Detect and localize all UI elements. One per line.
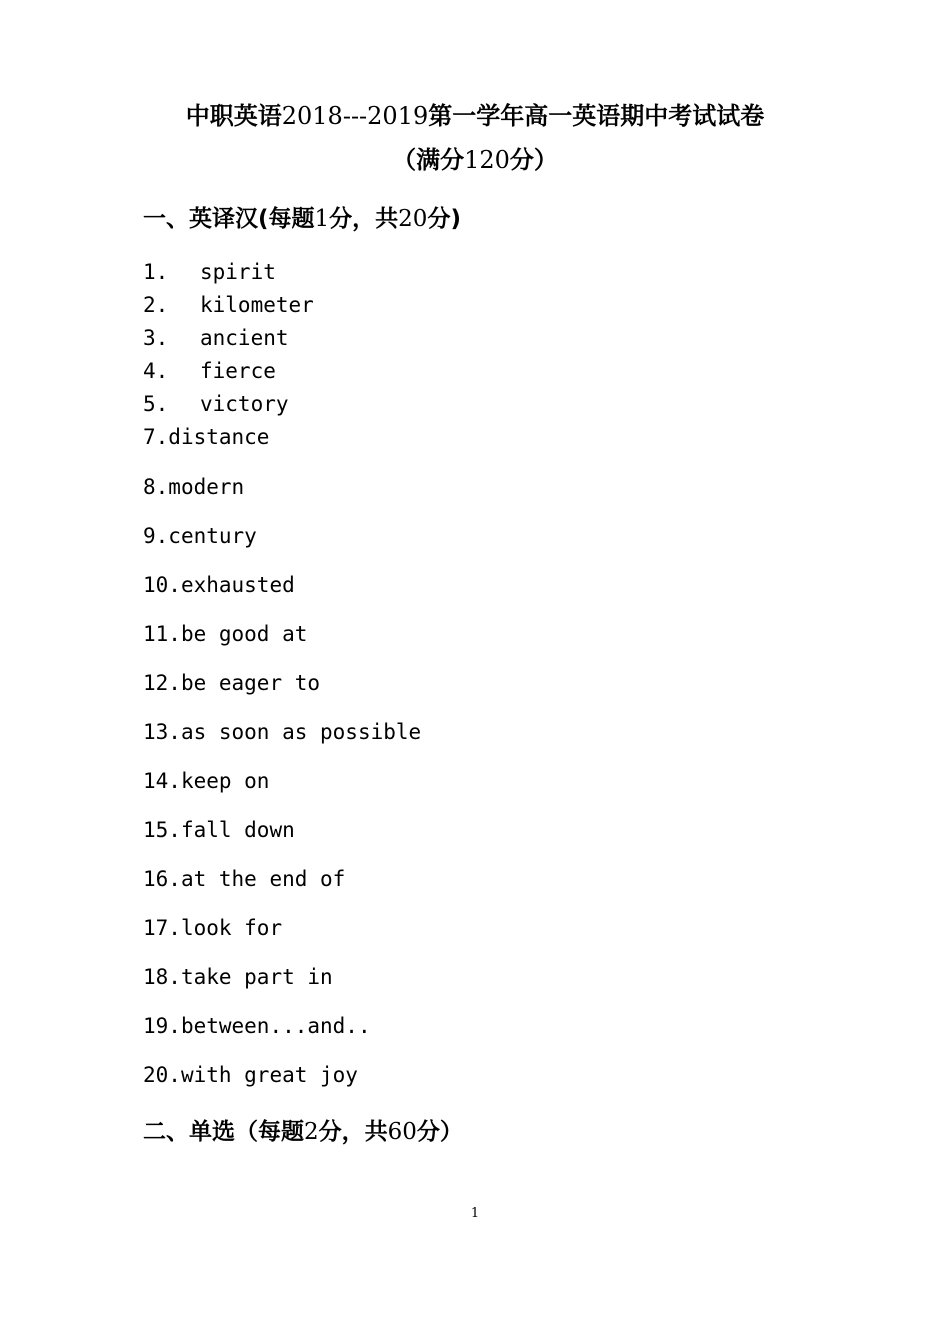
list-item (143, 573, 295, 597)
subtitle-score: 120 (464, 146, 510, 174)
item-number: 9. (143, 524, 169, 548)
item-number: 14. (143, 769, 181, 793)
list-item (143, 293, 314, 317)
list-item (143, 1014, 371, 1038)
list-item (143, 260, 276, 284)
item-text: distance (168, 425, 270, 449)
list-item (143, 720, 421, 744)
section1-mid: 分，共 (329, 206, 399, 232)
section1-total: 20 (398, 206, 428, 232)
page-number: 1 (470, 1206, 480, 1221)
page-title (0, 96, 950, 131)
item-text: victory (200, 392, 289, 416)
section1-label: 一、英译汉(每题 (143, 206, 315, 232)
section2-mid: 分，共 (318, 1119, 388, 1145)
title-prefix: 中职英语 (185, 102, 282, 130)
item-number: 11. (143, 622, 181, 646)
item-text: keep on (180, 769, 270, 793)
item-number: 2. (143, 293, 169, 317)
list-item (143, 475, 244, 499)
item-number: 12. (143, 671, 181, 695)
item-text: ancient (200, 326, 289, 350)
item-number: 4. (143, 359, 169, 383)
item-text: between...and.. (180, 1014, 371, 1038)
item-text: kilometer (200, 293, 314, 317)
item-text: take part in (180, 965, 333, 989)
item-number: 13. (143, 720, 181, 744)
list-item (143, 326, 289, 350)
item-number: 7. (143, 425, 169, 449)
item-text: be good at (180, 622, 308, 646)
section1-points: 1 (314, 206, 330, 232)
subtitle-close: 分） (509, 146, 558, 174)
list-item (143, 622, 307, 646)
item-number: 8. (143, 475, 169, 499)
list-item (143, 867, 345, 891)
item-text: modern (168, 475, 245, 499)
title-suffix: 第一学年高一英语期中考试试卷 (428, 102, 765, 130)
item-number: 17. (143, 916, 181, 940)
list-item (143, 818, 295, 842)
item-text: fall down (180, 818, 295, 842)
list-item (143, 769, 269, 793)
item-text: as soon as possible (180, 720, 422, 744)
section2-points: 2 (304, 1119, 319, 1145)
subtitle-open: （满分 (392, 146, 465, 174)
section2-heading (143, 1113, 463, 1146)
item-text: century (168, 524, 257, 548)
list-item (143, 392, 289, 416)
item-text: look for (180, 916, 283, 940)
list-item (143, 524, 257, 548)
list-item (143, 916, 282, 940)
section2-end: 分） (416, 1119, 463, 1145)
item-number: 10. (143, 573, 181, 597)
item-text: be eager to (180, 671, 321, 695)
item-number: 5. (143, 392, 169, 416)
item-text: with great joy (180, 1063, 358, 1087)
list-item (143, 1063, 358, 1087)
item-number: 16. (143, 867, 181, 891)
list-item (143, 671, 320, 695)
item-number: 1. (143, 260, 169, 284)
list-item (143, 425, 269, 449)
section1-end: 分) (427, 206, 461, 232)
section2-total: 60 (387, 1119, 417, 1145)
item-number: 19. (143, 1014, 181, 1038)
item-number: 20. (143, 1063, 181, 1087)
list-item (143, 359, 276, 383)
page-subtitle (0, 140, 950, 175)
item-text: exhausted (180, 573, 295, 597)
title-years: 2018---2019 (281, 102, 429, 130)
list-item (143, 965, 333, 989)
item-number: 3. (143, 326, 169, 350)
item-text: fierce (200, 359, 276, 383)
item-text: at the end of (180, 867, 346, 891)
section1-heading (143, 200, 461, 233)
item-number: 18. (143, 965, 181, 989)
item-text: spirit (200, 260, 276, 284)
section2-label: 二、单选（每题 (143, 1119, 304, 1145)
item-number: 15. (143, 818, 181, 842)
